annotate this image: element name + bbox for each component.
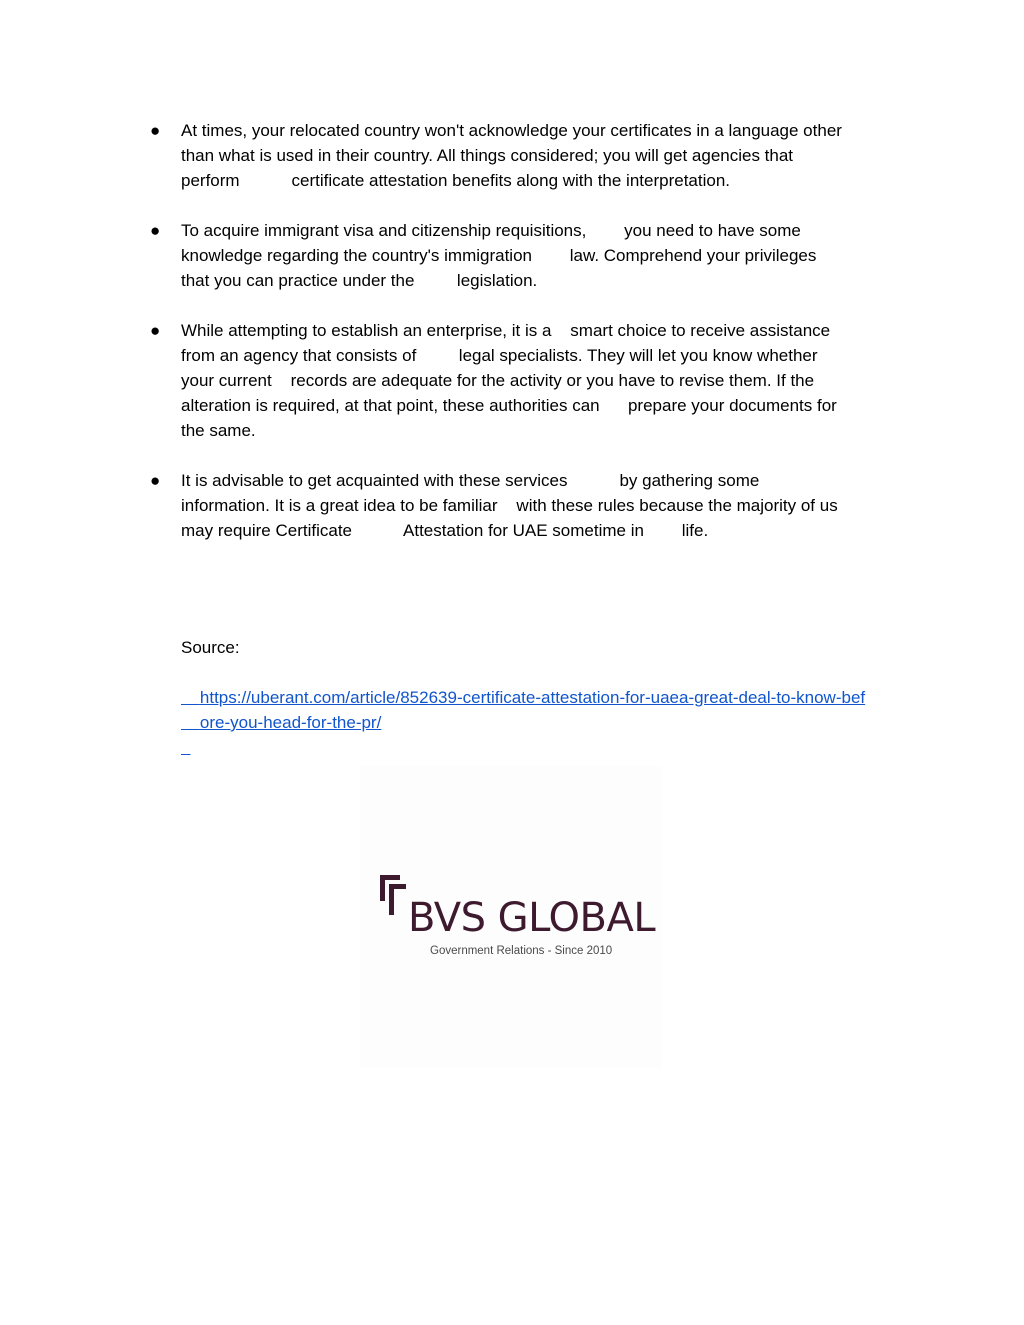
bullet-item bbox=[0, 318, 1024, 443]
bullet-item bbox=[0, 118, 1024, 193]
bullet-line: your current records are adequate for the activity or you have to revise them. If the bbox=[181, 371, 815, 390]
bullet-line: alteration is required, at that point, these authorities can prepare your documents for bbox=[181, 396, 837, 415]
bullet-dot-icon: ● bbox=[150, 321, 161, 340]
bvs-logo-mark-icon bbox=[380, 875, 406, 915]
source-link-line[interactable]: ore-you-head-for-the-pr/ bbox=[199, 713, 382, 732]
logo-tagline: Government Relations - Since 2010 bbox=[430, 945, 613, 957]
bullet-line: It is advisable to get acquainted with these services by gathering some bbox=[181, 471, 760, 490]
bullet-text bbox=[181, 118, 911, 193]
bullet-dot-icon: ● bbox=[150, 221, 161, 240]
bullet-line: may require Certificate Attestation for UAE sometime in life. bbox=[181, 521, 709, 540]
bullet-dot-icon: ● bbox=[150, 471, 161, 490]
bullet-item bbox=[0, 468, 1024, 543]
source-block bbox=[181, 635, 921, 760]
bullet-item bbox=[0, 218, 1024, 293]
source-link-line[interactable]: https://uberant.com/article/852639-certificate-attestation-for-uaea-great-deal-to-know-bef bbox=[199, 688, 866, 707]
source-label: Source: bbox=[181, 638, 240, 657]
bullet-list bbox=[0, 118, 1024, 568]
bullet-text bbox=[181, 468, 911, 543]
bullet-line: information. It is a great idea to be familiar with these rules because the majority of us bbox=[181, 496, 838, 515]
bullet-line: perform certificate attestation benefits along with the interpretation. bbox=[181, 171, 731, 190]
bullet-text bbox=[181, 318, 911, 443]
bullet-line: than what is used in their country. All things considered; you will get agencies that bbox=[181, 146, 794, 165]
bullet-line: While attempting to establish an enterprise, it is a smart choice to receive assistance bbox=[181, 321, 831, 340]
bullet-line: To acquire immigrant visa and citizenship requisitions, you need to have some bbox=[181, 221, 801, 240]
bullet-line: the same. bbox=[181, 421, 256, 440]
bullet-line: knowledge regarding the country's immigration law. Comprehend your privileges bbox=[181, 246, 817, 265]
bullet-dot-icon: ● bbox=[150, 121, 161, 140]
company-logo bbox=[360, 766, 662, 1068]
logo-wordmark: BVS GLOBAL bbox=[408, 895, 656, 941]
bullet-line: At times, your relocated country won't acknowledge your certificates in a language other bbox=[181, 121, 842, 140]
source-link[interactable] bbox=[181, 660, 921, 760]
bullet-line: from an agency that consists of legal specialists. They will let you know whether bbox=[181, 346, 818, 365]
bullet-text bbox=[181, 218, 911, 293]
bullet-line: that you can practice under the legislation. bbox=[181, 271, 538, 290]
